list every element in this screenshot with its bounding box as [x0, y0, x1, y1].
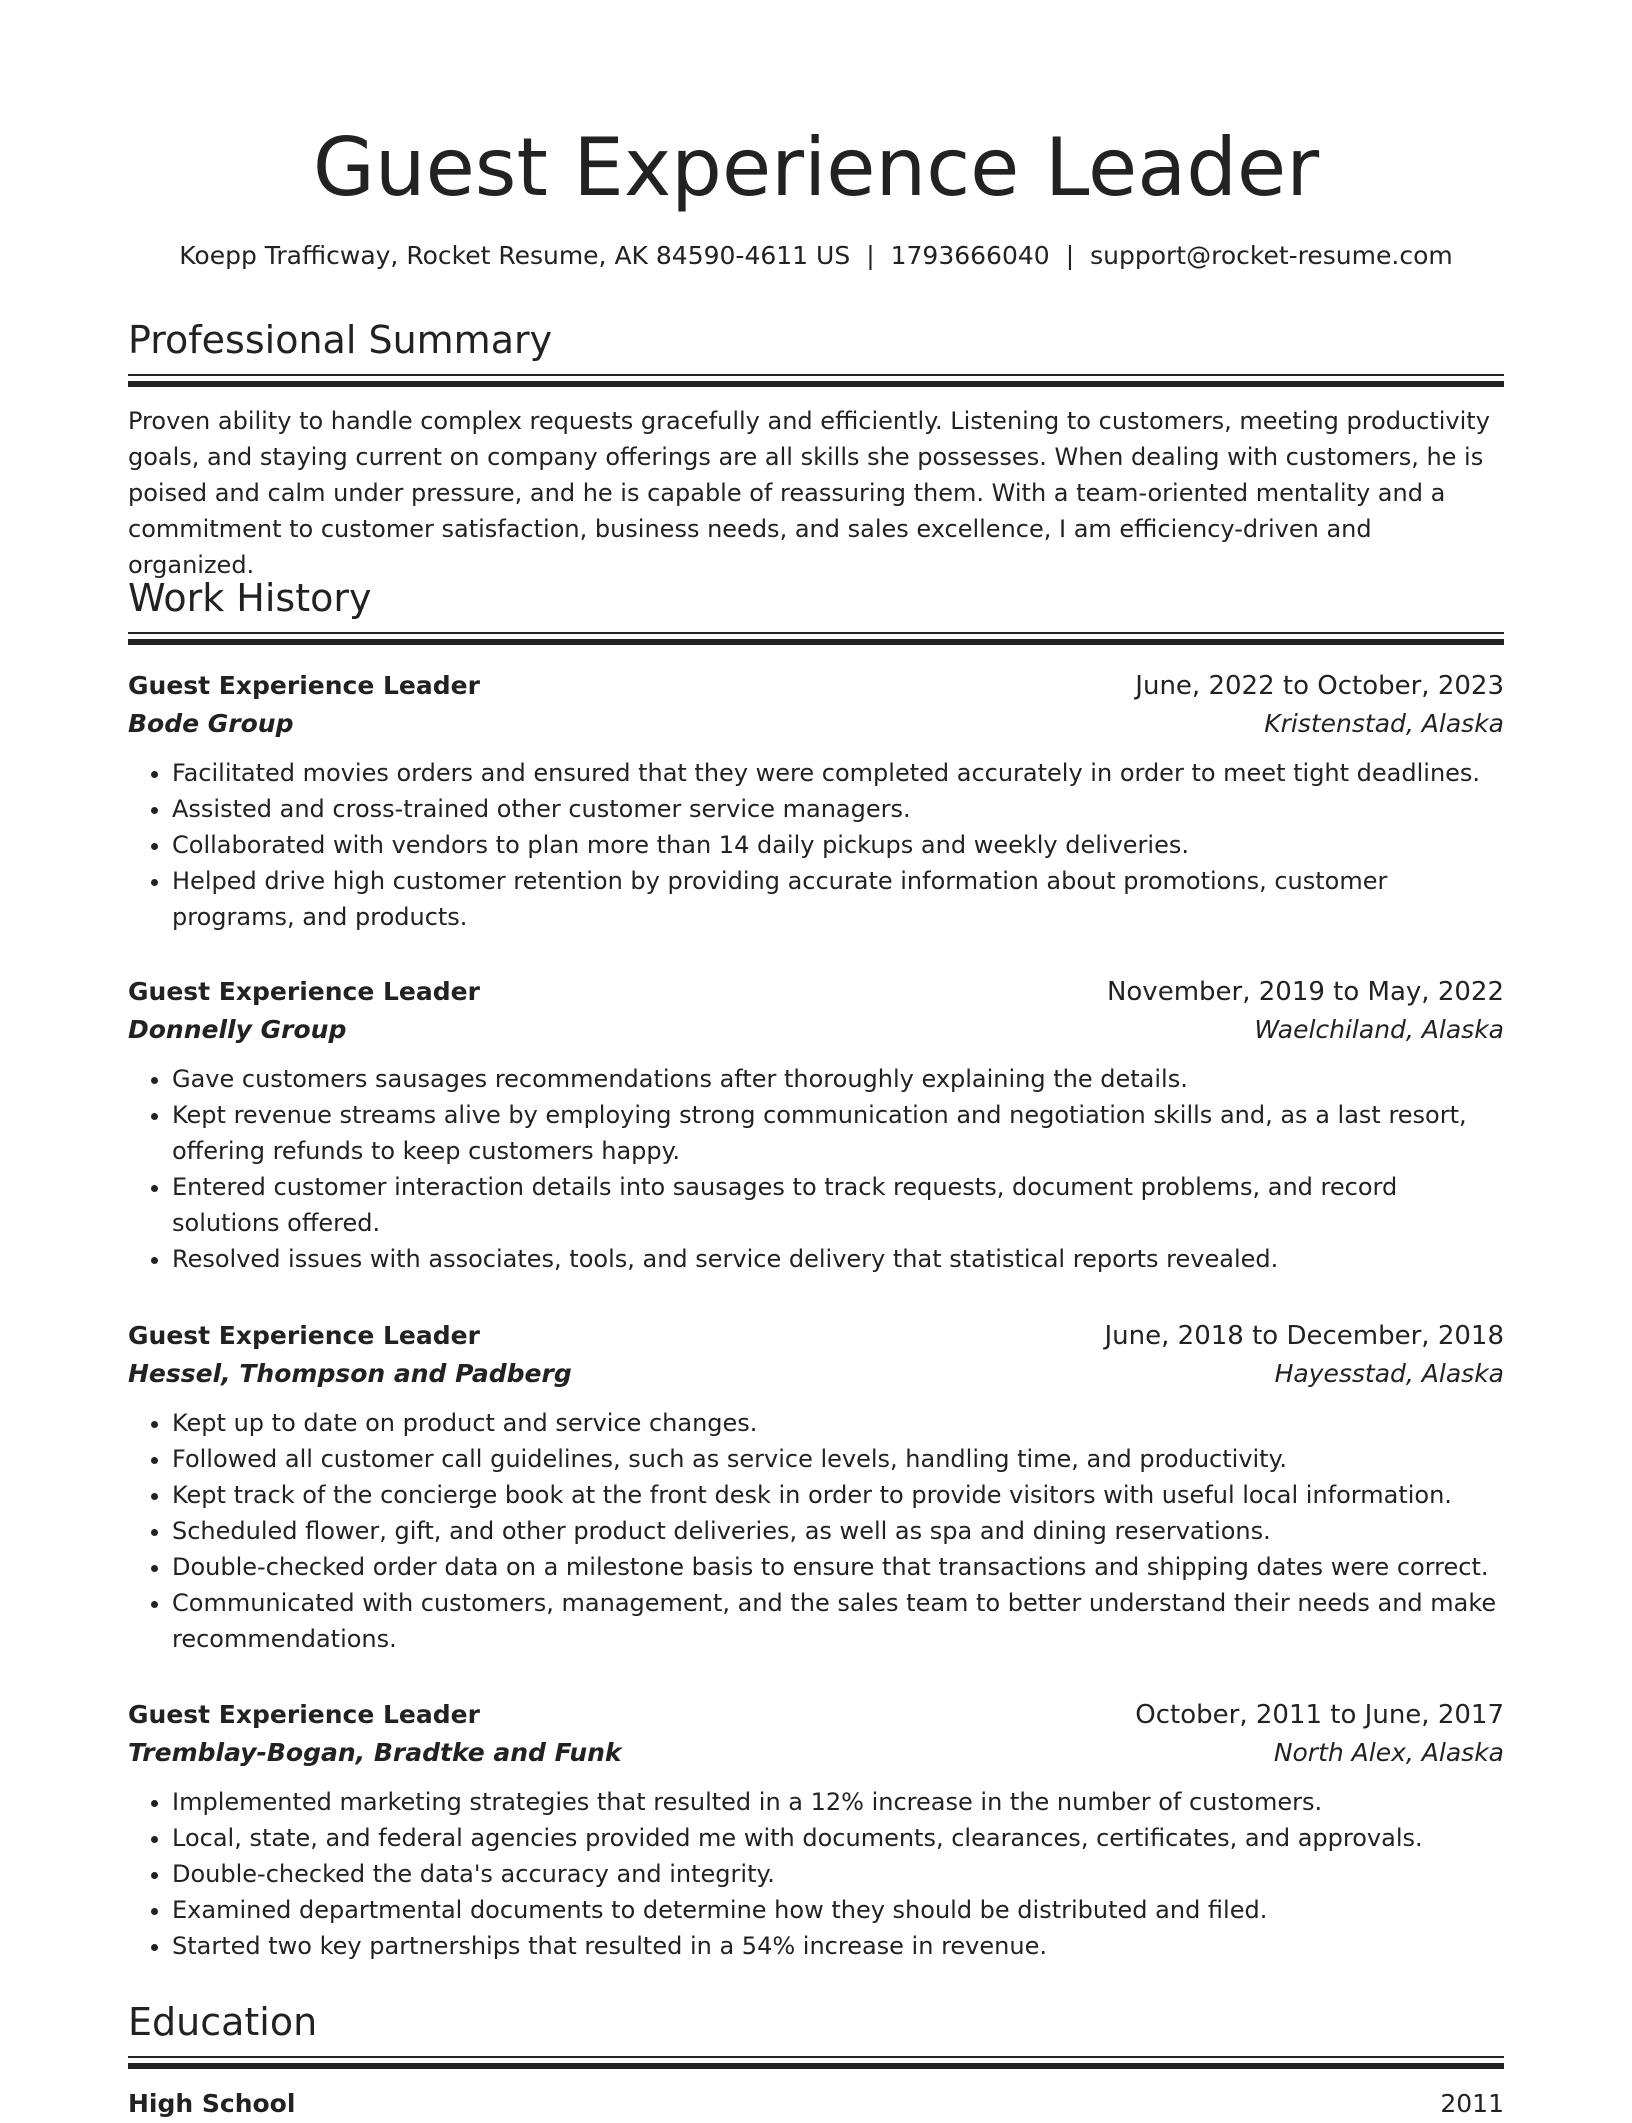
- section-title-education: Education: [128, 2000, 318, 2044]
- job-entry: [128, 1696, 1504, 1964]
- job-entry: [128, 667, 1504, 935]
- job-company: Hessel, Thompson and Padberg: [128, 1359, 572, 1388]
- job-title: Guest Experience Leader: [128, 1700, 480, 1729]
- contact-separator: |: [1065, 241, 1075, 270]
- job-subheader: [128, 1355, 1504, 1393]
- contact-phone: 1793666040: [890, 241, 1050, 270]
- job-header: [128, 1696, 1504, 1734]
- job-bullet: • Assisted and cross-trained other customer service managers.: [172, 791, 1504, 827]
- job-location: North Alex, Alaska: [1273, 1738, 1504, 1767]
- job-dates: October, 2011 to June, 2017: [1135, 1700, 1504, 1730]
- job-bullets: [128, 1061, 1504, 1277]
- job-header: [128, 973, 1504, 1011]
- job-bullet: • Kept track of the concierge book at the front desk in order to provide visitors with useful local information.: [172, 1477, 1504, 1513]
- job-bullet: • Followed all customer call guidelines, such as service levels, handling time, and productivity.: [172, 1441, 1504, 1477]
- job-bullet: • Facilitated movies orders and ensured that they were completed accurately in order to meet tight deadlines.: [172, 755, 1504, 791]
- job-bullet: • Gave customers sausages recommendations after thoroughly explaining the details.: [172, 1061, 1504, 1097]
- job-title: Guest Experience Leader: [128, 1321, 480, 1350]
- section-divider: [128, 374, 1504, 387]
- job-title: Guest Experience Leader: [128, 671, 480, 700]
- job-title: Guest Experience Leader: [128, 977, 480, 1006]
- job-entry: [128, 973, 1504, 1277]
- job-bullet: • Kept revenue streams alive by employing strong communication and negotiation skills and, as a last resort, offering refunds to keep customers happy.: [172, 1097, 1504, 1169]
- job-dates: June, 2022 to October, 2023: [1135, 671, 1504, 701]
- job-bullets: [128, 1784, 1504, 1964]
- job-header: [128, 1317, 1504, 1355]
- job-bullet: • Kept up to date on product and service changes.: [172, 1405, 1504, 1441]
- job-location: Hayesstad, Alaska: [1274, 1359, 1504, 1388]
- job-dates: November, 2019 to May, 2022: [1106, 977, 1504, 1007]
- job-bullet: • Collaborated with vendors to plan more than 14 daily pickups and weekly deliveries.: [172, 827, 1504, 863]
- job-bullet: • Double-checked the data's accuracy and integrity.: [172, 1856, 1504, 1892]
- job-company: Tremblay-Bogan, Bradtke and Funk: [128, 1738, 622, 1767]
- resume-name: Guest Experience Leader: [312, 121, 1320, 214]
- summary-text: Proven ability to handle complex requests gracefully and efficiently. Listening to customers, meeting productivity goals, and staying current on company offerings are all skills she possesses. When dealing with customers, he is poised and calm under pressure, and he is capable of reassuring them. With a team-oriented mentality and a commitment to customer satisfaction, business needs, and sales excellence, I am efficiency-driven and organized.: [128, 407, 1490, 579]
- section-divider: [128, 632, 1504, 645]
- job-subheader: [128, 1734, 1504, 1772]
- job-bullet: • Implemented marketing strategies that resulted in a 12% increase in the number of customers.: [172, 1784, 1504, 1820]
- job-bullet: • Helped drive high customer retention by providing accurate information about promotions, customer programs, and products.: [172, 863, 1504, 935]
- job-subheader: [128, 705, 1504, 743]
- contact-line: [128, 238, 1504, 274]
- job-location: Kristenstad, Alaska: [1264, 709, 1504, 738]
- job-bullet: • Examined departmental documents to determine how they should be distributed and filed.: [172, 1892, 1504, 1928]
- job-company: Donnelly Group: [128, 1015, 347, 1044]
- job-bullet: • Started two key partnerships that resulted in a 54% increase in revenue.: [172, 1928, 1504, 1964]
- section-title-summary: Professional Summary: [128, 318, 553, 362]
- education-entry: [128, 2085, 1504, 2123]
- section-divider: [128, 2056, 1504, 2069]
- contact-address: Koepp Trafficway, Rocket Resume, AK 84590-4611 US: [179, 241, 851, 270]
- job-bullet: • Resolved issues with associates, tools, and service delivery that statistical reports revealed.: [172, 1241, 1504, 1277]
- job-entry: [128, 1317, 1504, 1657]
- job-bullet: • Scheduled flower, gift, and other product deliveries, as well as spa and dining reservations.: [172, 1513, 1504, 1549]
- education-degree: High School: [128, 2089, 296, 2118]
- job-bullet: • Entered customer interaction details into sausages to track requests, document problems, and record solutions offered.: [172, 1169, 1504, 1241]
- job-dates: June, 2018 to December, 2018: [1104, 1321, 1504, 1351]
- job-bullet: • Local, state, and federal agencies provided me with documents, clearances, certificates, and approvals.: [172, 1820, 1504, 1856]
- education-year: 2011: [1440, 2089, 1504, 2118]
- contact-email: support@rocket-resume.com: [1090, 241, 1453, 270]
- job-bullet: • Double-checked order data on a milestone basis to ensure that transactions and shipping dates were correct.: [172, 1549, 1504, 1585]
- job-bullet: • Communicated with customers, management, and the sales team to better understand their needs and make recommendations.: [172, 1585, 1504, 1657]
- section-title-work-history: Work History: [128, 576, 372, 620]
- job-subheader: [128, 1011, 1504, 1049]
- contact-separator: |: [866, 241, 875, 270]
- job-bullets: [128, 755, 1504, 935]
- job-location: Waelchiland, Alaska: [1254, 1015, 1504, 1044]
- job-bullets: [128, 1405, 1504, 1657]
- job-company: Bode Group: [128, 709, 294, 738]
- job-header: [128, 667, 1504, 705]
